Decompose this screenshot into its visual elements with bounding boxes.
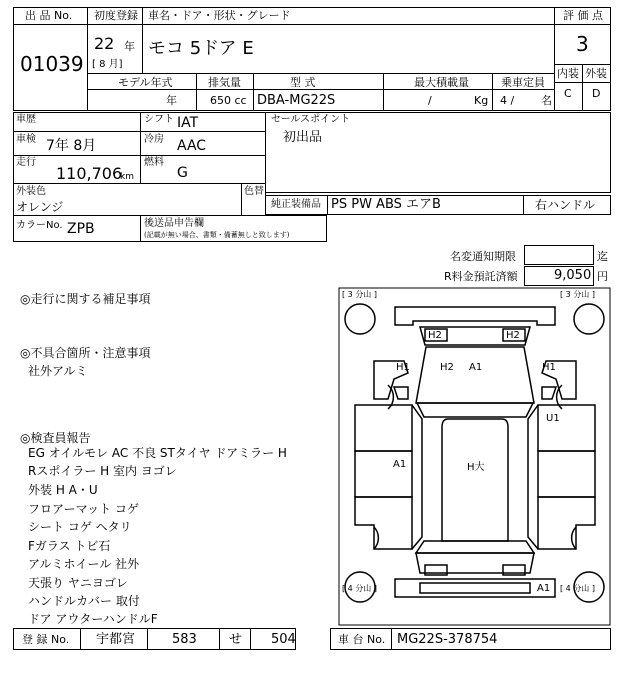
tire-label-rear-left: [ 4 分山 ]	[342, 584, 377, 593]
load-unit: Kg	[474, 94, 489, 107]
inspector-line: Fガラス トビ石	[28, 539, 111, 553]
aircon-value: AAC	[177, 138, 207, 154]
lot-number-label: 出 品 No.	[25, 9, 73, 22]
color-number-value: ZPB	[67, 221, 95, 237]
inspector-line: 外装 H A・U	[28, 483, 98, 497]
interior-label: 内装	[557, 67, 579, 80]
first-registration-year: 22	[94, 34, 115, 53]
exterior-label: 外装	[585, 67, 607, 80]
registration-label: 登 録 No.	[22, 633, 70, 646]
inspector-line: シート コゲ ヘタリ	[28, 520, 132, 534]
load-label: 最大積載量	[414, 76, 469, 89]
type-label: 型 式	[290, 76, 316, 89]
equipment-label: 純正装備品	[271, 199, 321, 210]
inspector-line: ハンドルカバー 取付	[28, 594, 140, 608]
damage-mark: A1	[393, 459, 407, 470]
inspector-line: 天張り ヤニヨゴレ	[28, 576, 128, 590]
transfer-deadline-unit: 迄	[597, 250, 608, 263]
tire-label-rear-right: [ 4 分山 ]	[560, 584, 595, 593]
registration-kana: せ	[229, 632, 243, 647]
shift-label: シフト	[144, 114, 174, 125]
recolor-label: 色替	[244, 186, 264, 197]
score-label: 評 価 点	[563, 9, 603, 22]
color-value: オレンジ	[16, 200, 64, 214]
damage-mark: U1	[546, 413, 560, 424]
damage-mark: H大	[467, 462, 485, 473]
fuel-label: 燃料	[144, 157, 164, 168]
inspector-line: アルミホイール 社外	[28, 557, 140, 571]
color-label: 外装色	[16, 186, 46, 197]
tire-label-front-left: [ 3 分山 ]	[342, 290, 377, 299]
driving-notes-title: ◎走行に関する補足事項	[20, 292, 151, 306]
shift-value: IAT	[177, 115, 199, 131]
history-label: 車歴	[16, 114, 36, 125]
mileage-label: 走行	[16, 157, 36, 168]
car-damage-diagram	[338, 287, 612, 627]
defects-line: 社外アルミ	[28, 364, 88, 378]
steering-value: 右ハンドル	[535, 198, 596, 212]
sales-point-value: 初出品	[283, 130, 323, 145]
equipment-value: PS PW ABS エアB	[331, 197, 441, 212]
mileage-unit: km	[120, 172, 134, 182]
model-year-value: 年	[166, 94, 177, 107]
later-items-note: (記載が無い場合、書類・備蓄無しと致します)	[144, 231, 290, 239]
fuel-value: G	[177, 165, 188, 181]
defects-title: ◎不具合箇所・注意事項	[20, 346, 151, 360]
car-name: モコ 5ドア E	[148, 38, 254, 59]
lot-number: 01039	[20, 52, 84, 76]
recycle-fee-unit: 円	[597, 270, 608, 283]
displacement-label: 排気量	[208, 76, 241, 89]
color-number-label: カラーNo.	[16, 220, 63, 231]
capacity-unit: 名	[541, 94, 552, 107]
inspector-title: ◎検査員報告	[20, 431, 91, 445]
inspector-line: フロアーマット コゲ	[28, 502, 139, 516]
first-registration-label: 初度登録	[94, 9, 138, 22]
first-registration-month: [ 8 月]	[92, 59, 123, 70]
damage-mark: A1	[469, 362, 483, 373]
damage-mark: H1	[396, 362, 410, 373]
damage-mark: H2	[428, 330, 442, 341]
displacement-value: 650 cc	[210, 94, 247, 107]
model-year-label: モデル年式	[118, 76, 173, 89]
capacity-value: 4 /	[500, 94, 515, 107]
transfer-deadline-label: 名変通知期限	[450, 250, 516, 263]
damage-mark: H2	[440, 362, 454, 373]
score-value: 3	[576, 32, 589, 56]
inspector-line: EG オイルモレ AC 不良 STタイヤ ドアミラー H	[28, 446, 287, 460]
registration-area: 宇都宮	[96, 632, 136, 647]
mileage-value: 110,706	[56, 164, 123, 183]
inspection-value: 7年 8月	[46, 138, 97, 154]
sales-point-label: セールスポイント	[271, 114, 351, 125]
later-items-label: 後送品申告欄	[144, 218, 204, 229]
load-value: /	[428, 94, 432, 107]
damage-mark: H2	[506, 330, 520, 341]
type-value: DBA-MG22S	[257, 93, 336, 108]
chassis-label: 車 台 No.	[338, 633, 386, 646]
damage-mark: A1	[537, 583, 551, 594]
registration-number: 504	[271, 632, 296, 647]
damage-mark: H1	[542, 362, 556, 373]
inspector-line: ドア アウターハンドルF	[28, 612, 158, 626]
tire-label-front-right: [ 3 分山 ]	[560, 290, 595, 299]
exterior-grade: D	[592, 87, 601, 100]
recycle-fee-value: 9,050	[554, 268, 592, 283]
transfer-deadline-box	[524, 245, 594, 265]
chassis-value: MG22S-378754	[397, 632, 498, 647]
recycle-fee-label: R料金預託済額	[444, 270, 518, 283]
interior-grade: C	[564, 87, 572, 100]
aircon-label: 冷房	[144, 134, 164, 145]
inspection-label: 車検	[16, 134, 36, 145]
registration-class: 583	[172, 632, 197, 647]
year-unit: 年	[124, 40, 135, 53]
car-name-label: 車名・ドア・形状・グレード	[148, 9, 291, 22]
inspector-line: Rスポイラー H 室内 ヨゴレ	[28, 464, 177, 478]
capacity-label: 乗車定員	[501, 76, 545, 89]
